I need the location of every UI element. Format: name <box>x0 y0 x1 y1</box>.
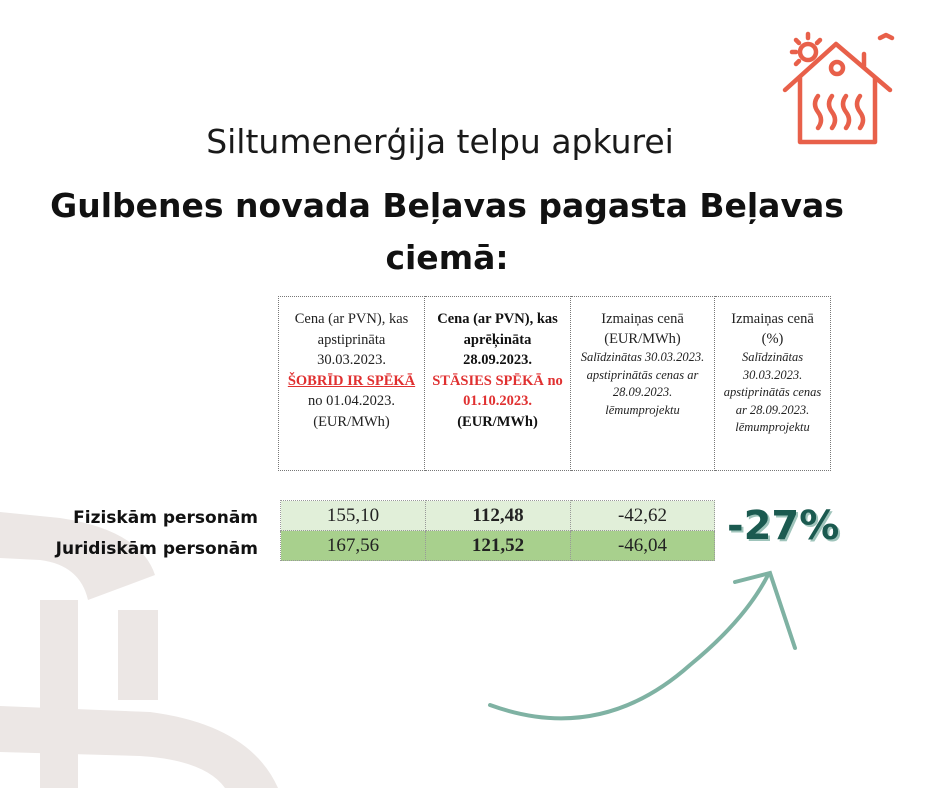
change-cell: -46,04 <box>571 531 715 561</box>
header-change-eur: Izmaiņas cenā (EUR/MWh) Salīdzinātas 30.03.2023. apstiprinātās cenas ar 28.09.2023. lēmumprojektu <box>571 297 715 471</box>
header-calculated-price: Cena (ar PVN), kas aprēķināta 28.09.2023. STĀSIES SPĒKĀ no 01.10.2023. (EUR/MWh) <box>425 297 571 471</box>
row-label-legal-entities: Juridiskām personām <box>55 539 258 559</box>
in-force-label: ŠOBRĪD IR SPĒKĀ <box>287 372 416 389</box>
old-price-cell: 167,56 <box>281 531 426 561</box>
page-subtitle: Siltumenerģija telpu apkurei <box>206 122 674 161</box>
change-cell: -42,62 <box>571 501 715 531</box>
title-line-2: ciemā: <box>385 238 509 277</box>
new-price-cell: 112,48 <box>426 501 571 531</box>
change-percent-value: -27% <box>727 503 840 549</box>
title-line-1: Gulbenes novada Beļavas pagasta Beļavas <box>50 186 844 225</box>
header-approved-price: Cena (ar PVN), kas apstiprināta 30.03.2023. ŠOBRĪD IR SPĒKĀ no 01.04.2023. (EUR/MWh) <box>279 297 425 471</box>
row-label-individuals: Fiziskām personām <box>73 508 258 528</box>
will-enter-force-label: STĀSIES SPĒKĀ no 01.10.2023. <box>432 372 563 409</box>
new-price-cell: 121,52 <box>426 531 571 561</box>
header-change-percent: Izmaiņas cenā (%) Salīdzinātas 30.03.2023. apstiprinātās cenas ar 28.09.2023. lēmumprojektu <box>715 297 831 471</box>
old-price-cell: 155,10 <box>281 501 426 531</box>
